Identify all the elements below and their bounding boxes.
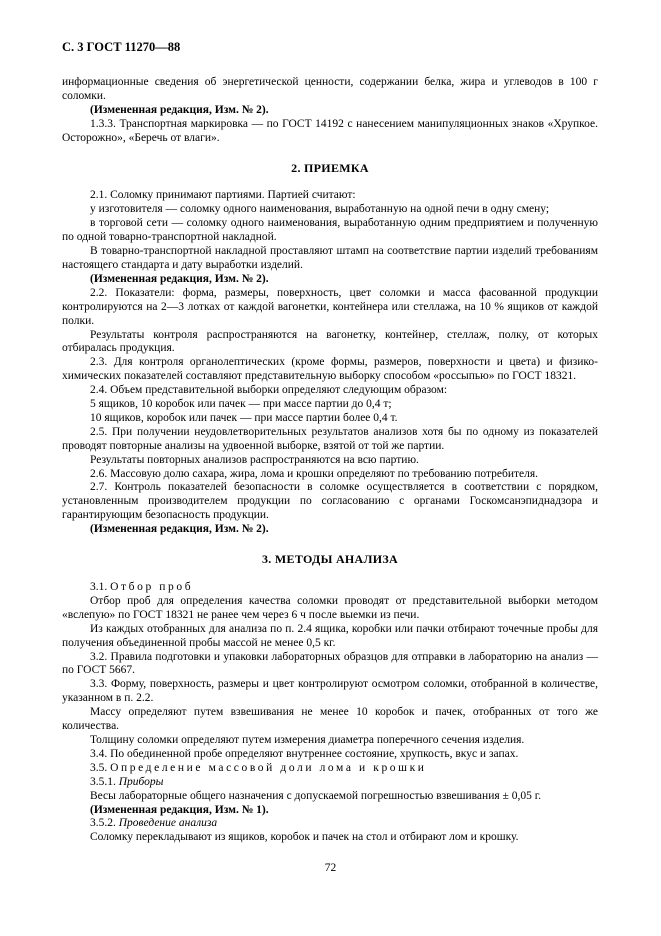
spaced-heading: Определение массовой доли лома и крошки xyxy=(110,761,427,774)
amendment-note: (Измененная редакция, Изм. № 1). xyxy=(90,803,269,816)
paragraph: Результаты контроля распространяются на вагонетку, контейнер, стеллаж, полку, от которых отбиралась продукция. xyxy=(62,328,598,355)
page-number: 72 xyxy=(324,862,337,874)
paragraph: у изготовителя — соломку одного наименования, выработанную на одной печи в одну смену; xyxy=(90,203,550,216)
paragraph: 2.5. При получении неудовлетворительных результатов анализов хотя бы по одному из показателей проводят повторные анализы на удвоенной выборке, взятой от той же партии. xyxy=(62,425,598,452)
section-heading: 2. ПРИЕМКА xyxy=(291,160,369,175)
italic-subheading: Проведение анализа xyxy=(118,817,218,830)
paragraph: 1.3.3. Транспортная маркировка — по ГОСТ 14192 с нанесением манипуляционных знаков «Хрупкое. Осторожно», «Беречь от влаги». xyxy=(62,117,598,144)
paragraph: Весы лабораторные общего назначения с допускаемой погрешностью взвешивания ± 0,05 г. xyxy=(90,789,541,802)
paragraph xyxy=(62,581,598,595)
document-body xyxy=(62,76,598,845)
paragraph: Отбор проб для определения качества соломки проводят от представительной выборки методом «вслепую» по ГОСТ 18321 не ранее чем через 6 ч после выемки из печи. xyxy=(62,594,598,621)
amendment-note: (Измененная редакция, Изм. № 2). xyxy=(90,523,269,536)
clause-number: 3.5. xyxy=(90,761,111,774)
clause-number: 3.1. xyxy=(90,581,111,593)
paragraph: информационные сведения об энергетической ценности, содержании белка, жира и углеводов в 100 г соломки. xyxy=(62,76,598,102)
spaced-heading: Отбор проб xyxy=(110,581,194,593)
paragraph: 3.3. Форму, поверхность, размеры и цвет контролируют осмотром соломки, отобранной в количестве, указанном в п. 2.2. xyxy=(62,678,598,705)
paragraph xyxy=(62,762,598,776)
paragraph: 3.2. Правила подготовки и упаковки лабораторных образцов для отправки в лабораторию на анализ — по ГОСТ 5667. xyxy=(62,650,598,677)
paragraph: 3.4. По обединенной пробе определяют внутреннее состояние, хрупкость, вкус и запах. xyxy=(90,747,519,760)
paragraph: 2.7. Контроль показателей безопасности в соломке осуществляется в соответствии с порядком, установленным производителем продукции по согласованию с органами Госкомсанэпиднадзора и гарантирующим безопасность продукции. xyxy=(62,481,598,522)
section-heading: 3. МЕТОДЫ АНАЛИЗА xyxy=(262,552,398,567)
paragraph xyxy=(62,817,598,831)
italic-subheading: Приборы xyxy=(118,775,164,788)
paragraph: 2.3. Для контроля органолептических (кроме формы, размеров, поверхности и цвета) и физико-химических показателей составляют представительную выборку способом «россыпью» по ГОСТ 18321. xyxy=(62,356,598,383)
clause-number: 3.5.2. xyxy=(90,817,119,830)
paragraph: Из каждых отобранных для анализа по п. 2.4 ящика, коробки или пачки отбирают точечные пробы для получения объединенной пробы массой не менее 0,5 кг. xyxy=(62,622,598,649)
paragraph: Соломку перекладывают из ящиков, коробок и пачек на стол и отбирают лом и крошку. xyxy=(90,831,519,844)
paragraph: 2.1. Соломку принимают партиями. Партией считают: xyxy=(90,189,356,202)
paragraph: 10 ящиков, коробок или пачек — при массе партии более 0,4 т. xyxy=(90,411,398,424)
page-header: С. 3 ГОСТ 11270—88 xyxy=(62,40,181,54)
paragraph xyxy=(62,776,598,790)
clause-number: 3.5.1. xyxy=(90,775,119,788)
paragraph: Массу определяют путем взвешивания не менее 10 коробок и пачек, отобранных от того же количества. xyxy=(62,706,598,733)
paragraph: 2.6. Массовую долю сахара, жира, лома и крошки определяют по требованию потребителя. xyxy=(90,467,539,480)
paragraph: 2.4. Объем представительной выборки определяют следующим образом: xyxy=(90,384,448,397)
paragraph: 2.2. Показатели: форма, размеры, поверхность, цвет соломки и масса фасованной продукции контролируются на 2—3 лотках от каждой вагонетки, контейнера или стеллажа, на 10 % ящиков от каждой полки. xyxy=(62,286,598,327)
paragraph: Результаты повторных анализов распространяются на всю партию. xyxy=(90,453,419,466)
paragraph: в торговой сети — соломку одного наименования, выработанную одним предприятием и полученную по одной товарно-транспортной накладной. xyxy=(62,217,598,244)
paragraph: 5 ящиков, 10 коробок или пачек — при массе партии до 0,4 т; xyxy=(90,398,392,411)
paragraph: Толщину соломки определяют путем измерения диаметра поперечного сечения изделия. xyxy=(90,733,525,746)
amendment-note: (Измененная редакция, Изм. № 2). xyxy=(90,272,269,285)
amendment-note: (Измененная редакция, Изм. № 2). xyxy=(90,103,269,116)
paragraph: В товарно-транспортной накладной проставляют штамп на соответствие партии изделий требованиям настоящего стандарта и дату выработки изделий. xyxy=(62,245,598,271)
